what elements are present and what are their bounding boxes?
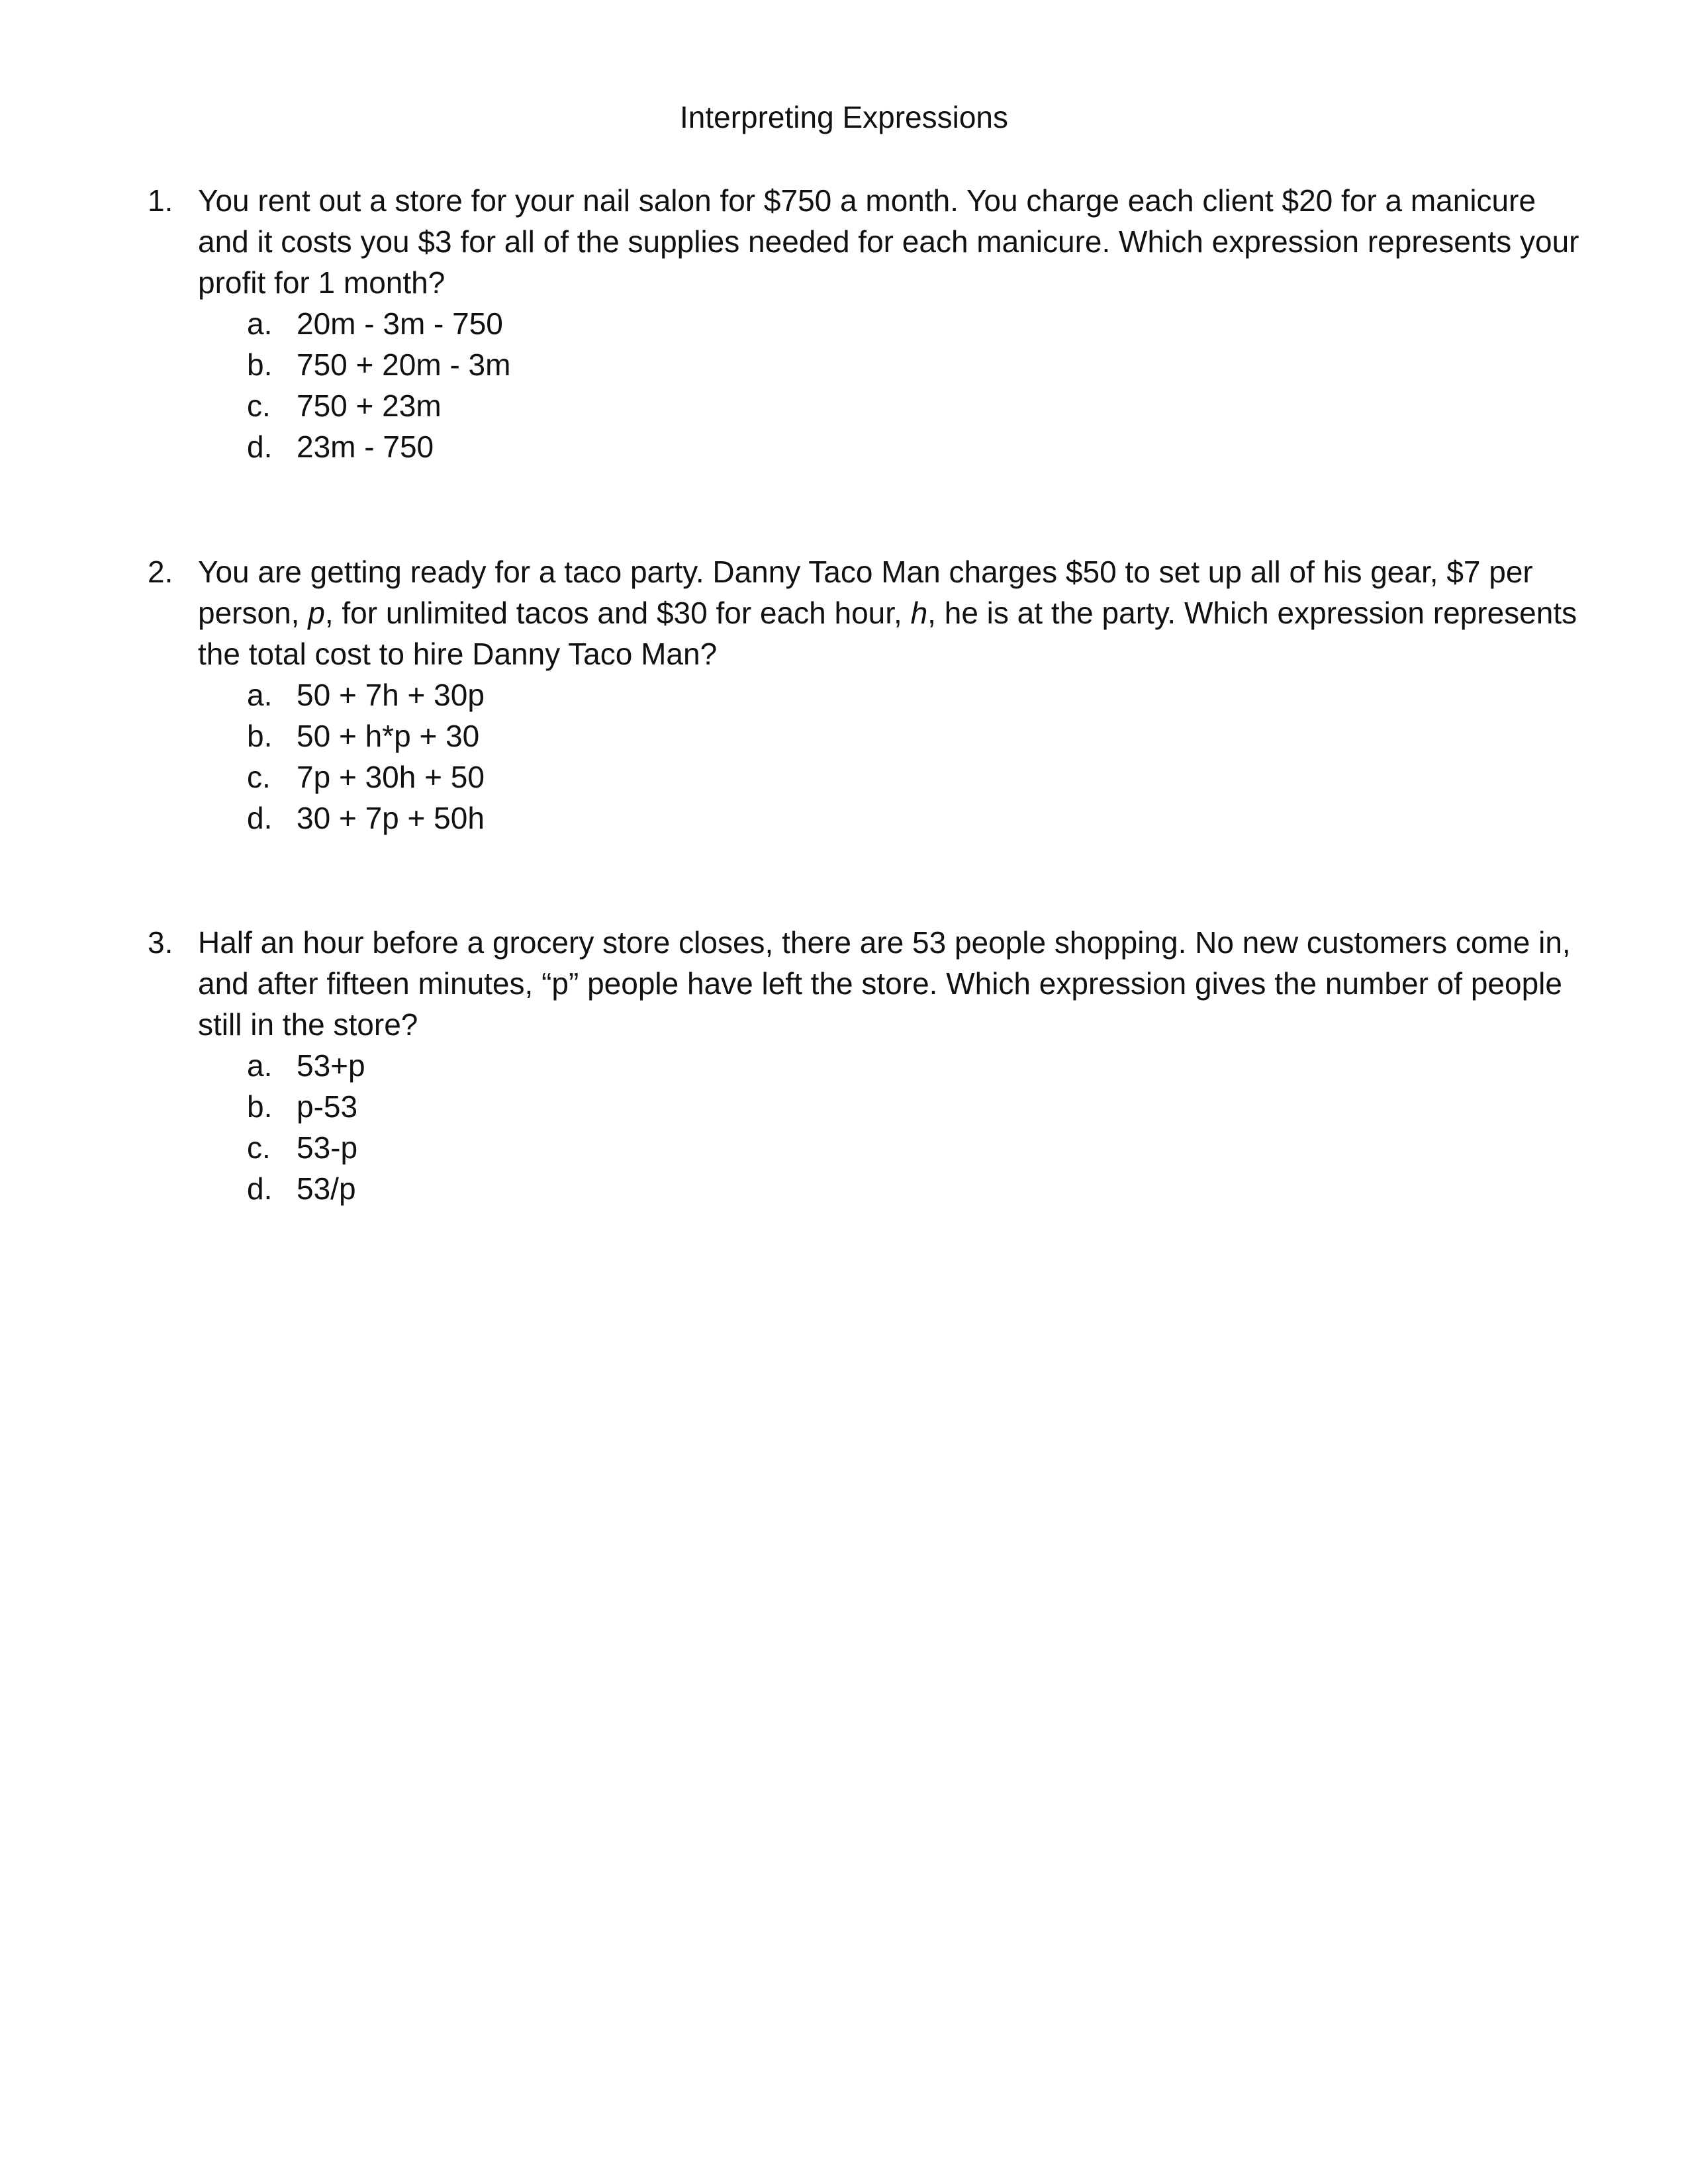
option-letter: b.	[247, 347, 273, 382]
answer-options	[148, 1045, 1591, 1209]
option-letter: a.	[247, 306, 273, 341]
option-letter: c.	[247, 760, 271, 794]
option-text: 20m - 3m - 750	[297, 306, 503, 341]
option-letter: d.	[247, 430, 273, 464]
option-letter: d.	[247, 1171, 273, 1206]
option-text: 50 + h*p + 30	[297, 719, 480, 753]
answer-options	[148, 674, 1591, 839]
question-text	[198, 551, 1591, 674]
option-text: 30 + 7p + 50h	[297, 801, 485, 835]
question-1	[148, 180, 1591, 467]
option-letter: b.	[247, 1089, 273, 1124]
option-text: 53/p	[297, 1171, 356, 1206]
option-text: 53-p	[297, 1130, 358, 1165]
answer-option-d	[148, 426, 1591, 467]
answer-option-a	[148, 1045, 1591, 1086]
answer-option-b	[148, 344, 1591, 385]
option-letter: b.	[247, 719, 273, 753]
question-text: You rent out a store for your nail salon for $750 a month. You charge each client $20 for a manicure and it costs you $3 for all of the supplies needed for each manicure. Which expression represents your profit for 1 month?	[198, 183, 1579, 300]
answer-option-d	[148, 797, 1591, 839]
option-text: 750 + 23m	[297, 388, 442, 423]
option-text: 50 + 7h + 30p	[297, 678, 485, 712]
question-number: 3.	[148, 925, 173, 960]
question-text: Half an hour before a grocery store closes, there are 53 people shopping. No new customers come in, and after fifteen minutes, “p” people have left the store. Which expression gives the number of people still in the store?	[198, 925, 1571, 1042]
option-letter: c.	[247, 1130, 271, 1165]
option-text: 7p + 30h + 50	[297, 760, 485, 794]
option-text: 53+p	[297, 1048, 365, 1083]
answer-options	[148, 303, 1591, 467]
variable-p: p	[308, 596, 325, 630]
option-letter: a.	[247, 678, 273, 712]
question-text-part: You are getting ready for a taco party. Danny Taco Man charges $50 to set up all of his gear, $7 per person,	[198, 555, 1533, 630]
answer-option-a	[148, 674, 1591, 715]
variable-h: h	[910, 596, 928, 630]
option-text: 23m - 750	[297, 430, 434, 464]
question-2	[148, 551, 1591, 839]
answer-option-a	[148, 303, 1591, 344]
option-letter: a.	[247, 1048, 273, 1083]
answer-option-b	[148, 715, 1591, 756]
option-text: 750 + 20m - 3m	[297, 347, 511, 382]
option-text: p-53	[297, 1089, 358, 1124]
question-text-part: , for unlimited tacos and $30 for each hour,	[324, 596, 911, 630]
question-text-part: , he is at the party. Which expression represents the total cost to hire Danny Taco Man?	[198, 596, 1577, 671]
answer-option-c	[148, 756, 1591, 797]
option-letter: c.	[247, 388, 271, 423]
page-title: Interpreting Expressions	[679, 100, 1009, 134]
answer-option-d	[148, 1168, 1591, 1209]
question-number: 2.	[148, 555, 173, 589]
answer-option-c	[148, 385, 1591, 426]
question-3	[148, 922, 1591, 1209]
question-number: 1.	[148, 183, 173, 218]
answer-option-b	[148, 1086, 1591, 1127]
answer-option-c	[148, 1127, 1591, 1168]
option-letter: d.	[247, 801, 273, 835]
